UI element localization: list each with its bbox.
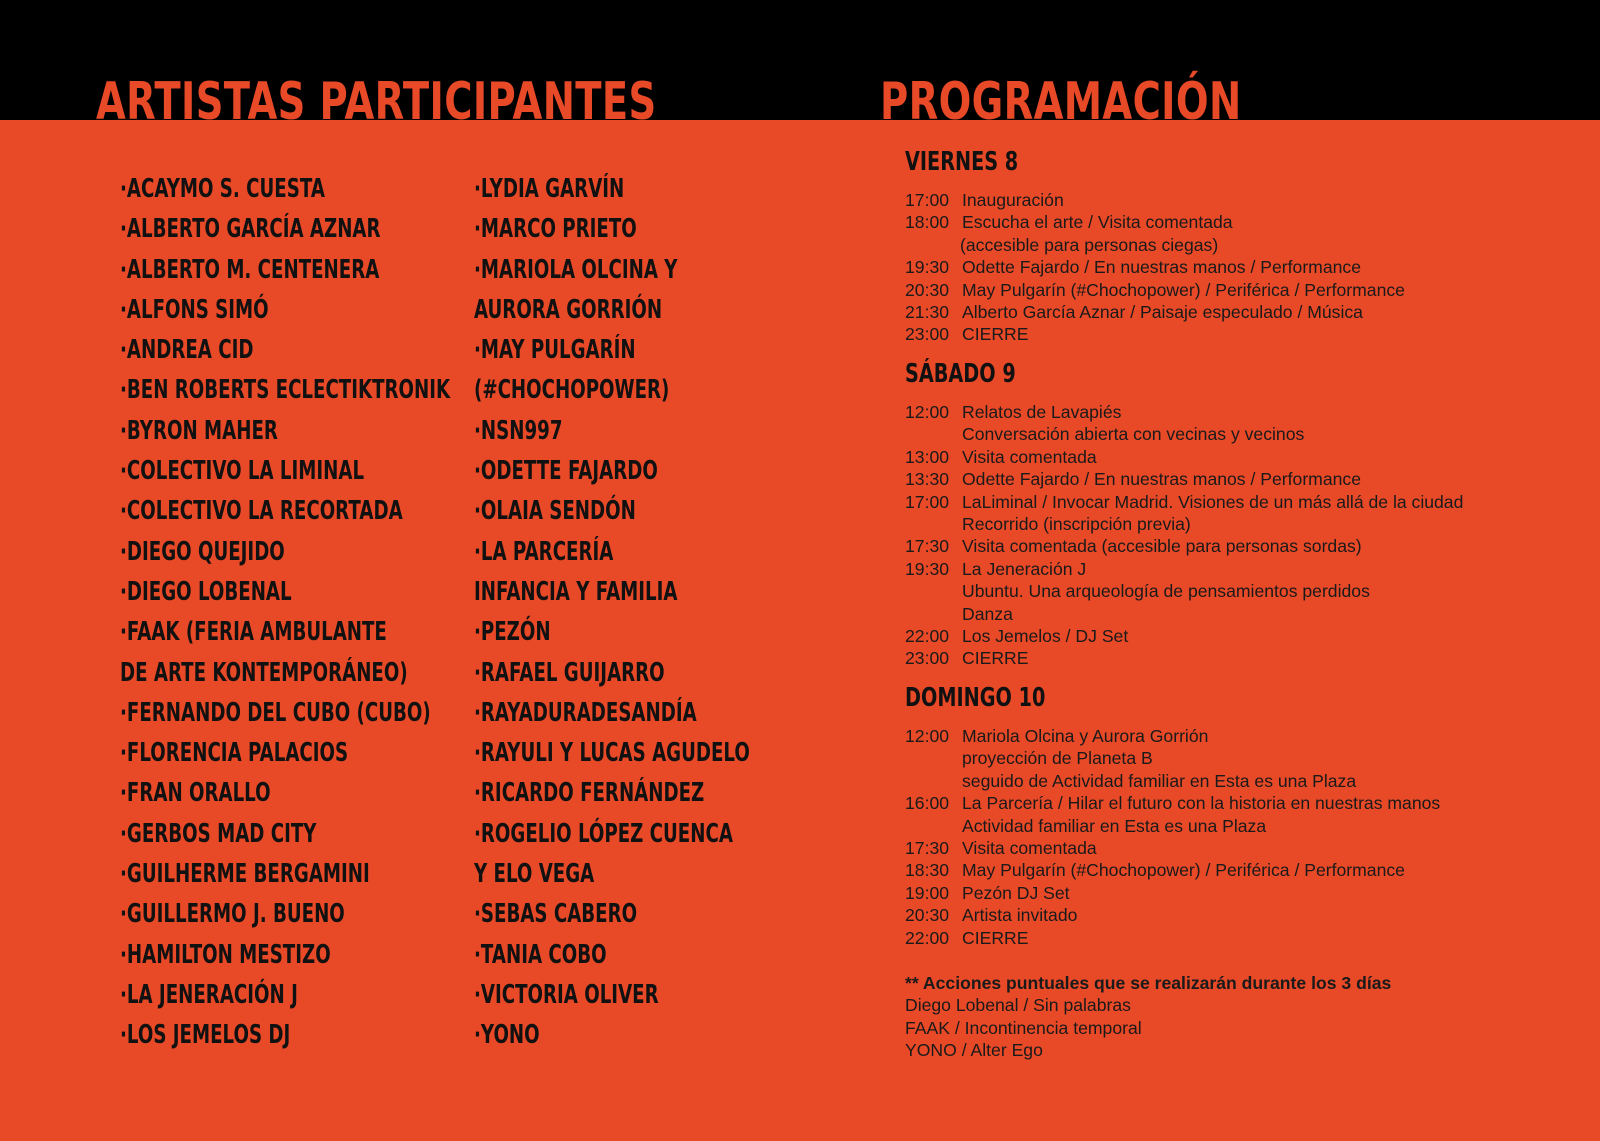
- schedule-time: [905, 580, 962, 602]
- artist-item: AURORA GORRIÓN: [474, 294, 663, 325]
- artist-item: DE ARTE KONTEMPORÁNEO): [120, 657, 408, 688]
- artist-item: ·ALBERTO GARCÍA AZNAR: [120, 214, 381, 245]
- schedule-row: [905, 234, 1405, 256]
- schedule-desc: Relatos de Lavapiés: [962, 402, 1122, 422]
- schedule-time: 13:30: [905, 469, 950, 490]
- artist-item: ·ALBERTO M. CENTENERA: [120, 254, 380, 285]
- artist-item: ·ODETTE FAJARDO: [474, 456, 658, 487]
- schedule-desc: La Parcería / Hilar el futuro con la historia en nuestras manos: [962, 793, 1441, 814]
- schedule-time: 18:30: [905, 860, 950, 881]
- schedule-desc: CIERRE: [962, 927, 1029, 948]
- schedule-row: [905, 603, 1463, 625]
- schedule-desc: Odette Fajardo / En nuestras manos / Performance: [962, 469, 1361, 490]
- schedule-sabado: [905, 401, 1463, 670]
- schedule-row: [905, 747, 1440, 769]
- schedule-desc: Recorrido (inscripción previa): [962, 513, 1191, 534]
- schedule-time: 18:00: [905, 212, 950, 233]
- artist-item: ·MARCO PRIETO: [474, 214, 637, 245]
- schedule-desc: Artista invitado: [962, 905, 1078, 926]
- schedule-desc: Visita comentada (accesible para personas sordas): [962, 536, 1362, 557]
- notes-line: FAAK / Incontinencia temporal: [905, 1017, 1142, 1038]
- notes-line: YONO / Alter Ego: [905, 1040, 1043, 1061]
- schedule-time: [905, 423, 962, 445]
- artist-item: ·RAYULI Y LUCAS AGUDELO: [474, 738, 750, 769]
- schedule-desc: proyección de Planeta B: [962, 748, 1153, 769]
- schedule-domingo: [905, 725, 1440, 949]
- schedule-time: 23:00: [905, 324, 950, 345]
- artist-item: ·RAFAEL GUIJARRO: [474, 657, 665, 688]
- artist-item: ·ROGELIO LÓPEZ CUENCA: [474, 818, 733, 849]
- schedule-time: 19:30: [905, 558, 950, 579]
- day-title-viernes: VIERNES 8: [905, 147, 1019, 177]
- schedule-time: 22:00: [905, 625, 950, 646]
- artist-item: ·DIEGO LOBENAL: [120, 576, 292, 607]
- schedule-desc: Inauguración: [962, 190, 1064, 210]
- artist-item: ·COLECTIVO LA RECORTADA: [120, 496, 403, 527]
- schedule-time: 12:00: [905, 726, 950, 746]
- artist-item: ·LYDIA GARVÍN: [474, 174, 625, 204]
- artists-heading: ARTISTAS PARTICIPANTES: [96, 72, 657, 132]
- artist-item: ·ANDREA CID: [120, 335, 254, 366]
- schedule-desc: Odette Fajardo / En nuestras manos / Performance: [962, 257, 1361, 278]
- artist-item: ·GUILLERMO J. BUENO: [120, 899, 345, 930]
- artist-item: ·ALFONS SIMÓ: [120, 294, 269, 325]
- schedule-row: [905, 189, 1405, 211]
- schedule-time: [905, 513, 962, 535]
- artist-item: ·HAMILTON MESTIZO: [120, 939, 331, 970]
- schedule-time: 17:30: [905, 536, 950, 557]
- schedule-desc: Visita comentada: [962, 837, 1097, 858]
- artist-item: ·FLORENCIA PALACIOS: [120, 738, 349, 769]
- artist-item: (#CHOCHOPOWER): [474, 375, 670, 406]
- artist-item: ·RAYADURADESANDÍA: [474, 697, 697, 728]
- schedule-row: [905, 927, 1440, 949]
- schedule-time: 13:00: [905, 446, 950, 467]
- schedule-row: [905, 792, 1440, 814]
- schedule-time: 17:30: [905, 837, 950, 858]
- artist-item: ·YONO: [474, 1020, 540, 1051]
- schedule-time: 19:00: [905, 882, 950, 903]
- artist-item: ·LA JENERACIÓN J: [120, 979, 298, 1010]
- artist-item: ·SEBAS CABERO: [474, 899, 638, 930]
- day-title-sabado: SÁBADO 9: [905, 359, 1016, 389]
- schedule-row: [905, 770, 1440, 792]
- schedule-viernes: [905, 189, 1405, 346]
- schedule-desc: (accesible para personas ciegas): [960, 234, 1219, 255]
- artist-item: ·VICTORIA OLIVER: [474, 979, 659, 1010]
- schedule-desc: Alberto García Aznar / Paisaje especulado / Música: [962, 301, 1363, 322]
- schedule-row: [905, 423, 1463, 445]
- schedule-desc: Conversación abierta con vecinas y vecinos: [962, 424, 1305, 445]
- artist-item: ·LOS JEMELOS DJ: [120, 1020, 291, 1051]
- schedule-row: [905, 859, 1440, 881]
- schedule-desc: Mariola Olcina y Aurora Gorrión: [962, 726, 1209, 746]
- schedule-desc: May Pulgarín (#Chochopower) / Periférica / Performance: [962, 279, 1405, 300]
- schedule-row: [905, 558, 1463, 580]
- schedule-row: [905, 647, 1463, 669]
- schedule-time: 17:00: [905, 491, 950, 512]
- schedule-desc: May Pulgarín (#Chochopower) / Periférica / Performance: [962, 860, 1405, 881]
- notes-heading: ** Acciones puntuales que se realizarán durante los 3 días: [905, 973, 1392, 993]
- schedule-row: [905, 535, 1463, 557]
- schedule-row: [905, 446, 1463, 468]
- artist-item: INFANCIA Y FAMILIA: [474, 576, 678, 607]
- schedule-time: 20:30: [905, 279, 950, 300]
- schedule-row: [905, 580, 1463, 602]
- artist-item: ·BEN ROBERTS ECLECTIKTRONIK: [120, 375, 451, 406]
- artist-item: ·COLECTIVO LA LIMINAL: [120, 456, 365, 487]
- schedule-time: [905, 815, 962, 837]
- day-title-domingo: DOMINGO 10: [905, 683, 1046, 713]
- schedule-row: [905, 882, 1440, 904]
- schedule-time: [905, 603, 962, 625]
- schedule-row: [905, 401, 1463, 423]
- artist-item: ·GUILHERME BERGAMINI: [120, 859, 370, 890]
- schedule-desc: CIERRE: [962, 324, 1029, 345]
- artist-item: ·DIEGO QUEJIDO: [120, 536, 285, 567]
- schedule-row: [905, 256, 1405, 278]
- schedule-row: [905, 468, 1463, 490]
- schedule-time: [905, 747, 962, 769]
- schedule-desc: Los Jemelos / DJ Set: [962, 625, 1129, 646]
- schedule-time: 21:30: [905, 301, 950, 322]
- schedule-desc: Visita comentada: [962, 446, 1097, 467]
- schedule-row: [905, 837, 1440, 859]
- notes-line: Diego Lobenal / Sin palabras: [905, 995, 1131, 1016]
- schedule-row: [905, 904, 1440, 926]
- artist-item: ·MARIOLA OLCINA Y: [474, 254, 678, 285]
- artist-item: ·OLAIA SENDÓN: [474, 496, 636, 527]
- artist-item: ·FRAN ORALLO: [120, 778, 271, 809]
- artist-item: ·LA PARCERÍA: [474, 536, 614, 567]
- schedule-row: [905, 815, 1440, 837]
- artist-item: Y ELO VEGA: [474, 859, 595, 890]
- schedule-desc: Actividad familiar en Esta es una Plaza: [962, 815, 1267, 836]
- artist-item: ·RICARDO FERNÁNDEZ: [474, 778, 705, 809]
- artist-item: ·NSN997: [474, 415, 563, 446]
- schedule-time: 17:00: [905, 190, 950, 210]
- artist-item: ·GERBOS MAD CITY: [120, 818, 317, 849]
- schedule-row: [905, 301, 1405, 323]
- schedule-row: [905, 323, 1405, 345]
- schedule-time: 20:30: [905, 905, 950, 926]
- artist-item: ·MAY PULGARÍN: [474, 335, 636, 366]
- schedule-time: 12:00: [905, 402, 950, 422]
- schedule-row: [905, 725, 1440, 747]
- schedule-desc: Escucha el arte / Visita comentada: [962, 212, 1233, 233]
- schedule-time: 16:00: [905, 793, 950, 814]
- schedule-row: [905, 279, 1405, 301]
- artist-item: ·FERNANDO DEL CUBO (CUBO): [120, 697, 431, 728]
- schedule-desc: Danza: [962, 603, 1013, 624]
- schedule-time: 22:00: [905, 927, 950, 948]
- artist-item: ·FAAK (FERIA AMBULANTE: [120, 617, 387, 648]
- schedule-row: [905, 513, 1463, 535]
- schedule-desc: CIERRE: [962, 648, 1029, 669]
- schedule-desc: La Jeneración J: [962, 558, 1087, 579]
- schedule-time: [905, 770, 962, 792]
- schedule-desc: seguido de Actividad familiar en Esta es una Plaza: [962, 770, 1357, 791]
- schedule-row: [905, 211, 1405, 233]
- artist-item: ·ACAYMO S. CUESTA: [120, 174, 325, 204]
- recurring-actions-notes: [905, 972, 1391, 1062]
- program-heading: PROGRAMACIÓN: [880, 72, 1242, 132]
- schedule-time: 19:30: [905, 257, 950, 278]
- schedule-time: [905, 234, 962, 256]
- schedule-time: 23:00: [905, 648, 950, 669]
- schedule-row: [905, 625, 1463, 647]
- schedule-desc: Ubuntu. Una arqueología de pensamientos perdidos: [962, 581, 1370, 602]
- artist-item: ·PEZÓN: [474, 617, 551, 648]
- schedule-desc: LaLiminal / Invocar Madrid. Visiones de un más allá de la ciudad: [962, 491, 1464, 512]
- artist-item: ·BYRON MAHER: [120, 415, 278, 446]
- schedule-desc: Pezón DJ Set: [962, 882, 1070, 903]
- artist-item: ·TANIA COBO: [474, 939, 607, 970]
- artist-list-column-2: [474, 169, 868, 1056]
- schedule-row: [905, 491, 1463, 513]
